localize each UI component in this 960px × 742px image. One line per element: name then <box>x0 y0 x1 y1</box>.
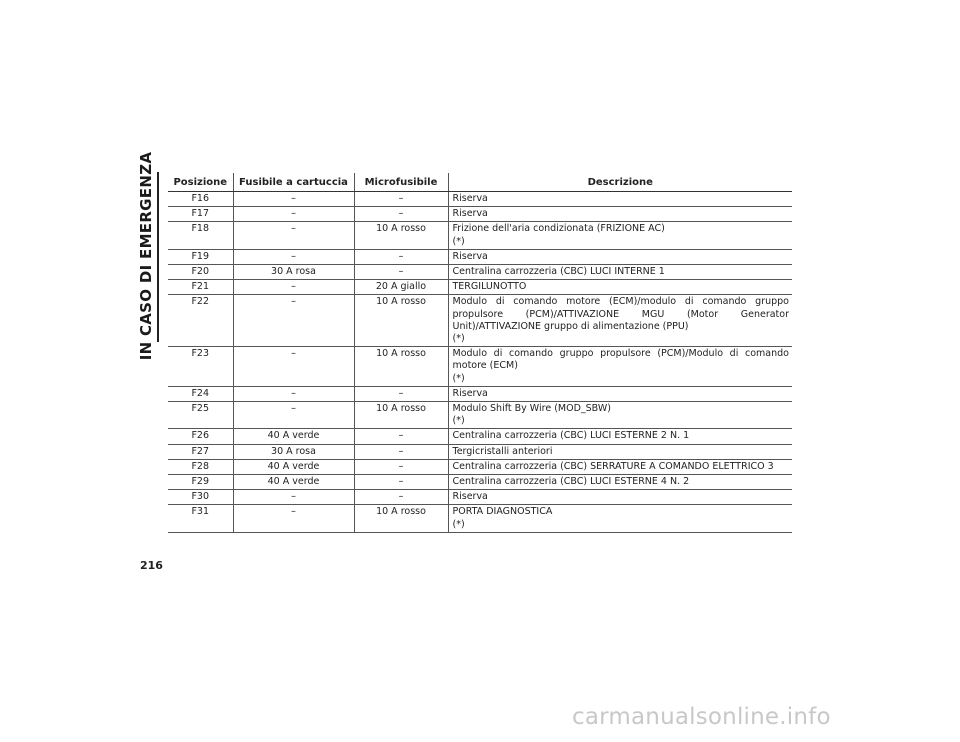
descrizione-line: Modulo di comando gruppo propulsore (PCM)/Modulo di comando motore (ECM) <box>452 348 789 372</box>
table-row <box>168 429 792 444</box>
cell-fusibile-cartuccia: – <box>233 280 354 295</box>
cell-posizione: F17 <box>168 207 233 222</box>
cell-microfusibile: – <box>354 459 448 474</box>
table-row <box>168 280 792 295</box>
section-side-title-text: IN CASO DI EMERGENZA <box>137 151 155 361</box>
cell-microfusibile: – <box>354 475 448 490</box>
table-row <box>168 249 792 264</box>
cell-descrizione <box>448 222 792 249</box>
cell-fusibile-cartuccia: – <box>233 490 354 505</box>
cell-descrizione <box>448 459 792 474</box>
descrizione-line: Riserva <box>452 250 488 262</box>
descrizione-line: Centralina carrozzeria (CBC) SERRATURE A COMANDO ELETTRICO 3 <box>452 460 774 472</box>
table-row <box>168 459 792 474</box>
cell-fusibile-cartuccia: – <box>233 347 354 387</box>
descrizione-line: Centralina carrozzeria (CBC) LUCI ESTERNE 4 N. 2 <box>452 476 690 488</box>
cell-posizione: F19 <box>168 249 233 264</box>
cell-descrizione <box>448 192 792 207</box>
cell-microfusibile: 10 A rosso <box>354 347 448 387</box>
cell-descrizione <box>448 249 792 264</box>
descrizione-line: Centralina carrozzeria (CBC) LUCI ESTERNE 2 N. 1 <box>452 430 690 442</box>
descrizione-line: Riserva <box>452 491 488 503</box>
cell-fusibile-cartuccia: – <box>233 295 354 347</box>
cell-microfusibile: – <box>354 207 448 222</box>
cell-posizione: F22 <box>168 295 233 347</box>
cell-fusibile-cartuccia: 40 A verde <box>233 475 354 490</box>
table-row <box>168 222 792 249</box>
header-descrizione: Descrizione <box>448 173 792 192</box>
cell-fusibile-cartuccia: 30 A rosa <box>233 265 354 280</box>
table-row <box>168 192 792 207</box>
fuse-table <box>168 173 792 533</box>
cell-fusibile-cartuccia: – <box>233 505 354 532</box>
watermark: carmanualsonline.info <box>572 704 831 730</box>
side-rule <box>157 172 159 342</box>
cell-descrizione <box>448 402 792 429</box>
cell-posizione: F25 <box>168 402 233 429</box>
descrizione-line: Modulo Shift By Wire (MOD_SBW) <box>452 403 611 415</box>
cell-microfusibile: – <box>354 249 448 264</box>
table-row <box>168 475 792 490</box>
cell-descrizione <box>448 444 792 459</box>
cell-descrizione <box>448 280 792 295</box>
descrizione-line: (*) <box>452 415 465 427</box>
cell-microfusibile: – <box>354 444 448 459</box>
cell-descrizione <box>448 475 792 490</box>
cell-fusibile-cartuccia: 30 A rosa <box>233 444 354 459</box>
fuse-table-header <box>168 173 792 192</box>
cell-posizione: F24 <box>168 386 233 401</box>
cell-microfusibile: 10 A rosso <box>354 402 448 429</box>
descrizione-line: Frizione dell'aria condizionata (FRIZIONE AC) <box>452 223 665 235</box>
cell-posizione: F20 <box>168 265 233 280</box>
cell-fusibile-cartuccia: 40 A verde <box>233 429 354 444</box>
cell-microfusibile: – <box>354 386 448 401</box>
table-row <box>168 347 792 387</box>
descrizione-line: Riserva <box>452 193 488 204</box>
descrizione-line: Modulo di comando motore (ECM)/modulo di comando gruppo propulsore (PCM)/ATTIVAZIONE MGU (Motor Generator Unit)/ATTIVAZIONE gruppo di alimentazione (PPU) <box>452 296 789 332</box>
cell-posizione: F21 <box>168 280 233 295</box>
descrizione-line: Tergicristalli anteriori <box>452 445 553 457</box>
table-row <box>168 444 792 459</box>
cell-descrizione <box>448 386 792 401</box>
cell-descrizione <box>448 490 792 505</box>
descrizione-line: (*) <box>452 372 465 384</box>
descrizione-line: (*) <box>452 235 465 247</box>
fuse-table-body <box>168 192 792 533</box>
descrizione-line: TERGILUNOTTO <box>452 281 527 293</box>
cell-descrizione <box>448 265 792 280</box>
header-microfusibile: Microfusibile <box>354 173 448 192</box>
cell-posizione: F31 <box>168 505 233 532</box>
cell-posizione: F26 <box>168 429 233 444</box>
cell-descrizione <box>448 505 792 532</box>
table-row <box>168 207 792 222</box>
cell-descrizione <box>448 295 792 347</box>
section-side-title <box>135 151 157 361</box>
cell-posizione: F30 <box>168 490 233 505</box>
cell-fusibile-cartuccia: – <box>233 249 354 264</box>
descrizione-line: (*) <box>452 518 465 530</box>
cell-posizione: F16 <box>168 192 233 207</box>
cell-microfusibile: – <box>354 490 448 505</box>
cell-posizione: F27 <box>168 444 233 459</box>
cell-fusibile-cartuccia: – <box>233 402 354 429</box>
cell-fusibile-cartuccia: – <box>233 207 354 222</box>
cell-descrizione <box>448 429 792 444</box>
cell-descrizione <box>448 347 792 387</box>
table-row <box>168 386 792 401</box>
cell-descrizione <box>448 207 792 222</box>
header-fusibile-cartuccia: Fusibile a cartuccia <box>233 173 354 192</box>
cell-microfusibile: 10 A rosso <box>354 222 448 249</box>
cell-posizione: F29 <box>168 475 233 490</box>
page-number: 216 <box>140 559 163 572</box>
cell-microfusibile: – <box>354 192 448 207</box>
cell-fusibile-cartuccia: – <box>233 192 354 207</box>
cell-fusibile-cartuccia: – <box>233 222 354 249</box>
table-row <box>168 505 792 532</box>
cell-microfusibile: – <box>354 429 448 444</box>
cell-posizione: F28 <box>168 459 233 474</box>
cell-microfusibile: – <box>354 265 448 280</box>
descrizione-line: (*) <box>452 333 465 345</box>
descrizione-line: Riserva <box>452 387 488 399</box>
cell-microfusibile: 10 A rosso <box>354 505 448 532</box>
descrizione-line: Riserva <box>452 208 488 220</box>
cell-posizione: F18 <box>168 222 233 249</box>
descrizione-line: PORTA DIAGNOSTICA <box>452 506 553 518</box>
descrizione-line: Centralina carrozzeria (CBC) LUCI INTERNE 1 <box>452 266 665 278</box>
table-row <box>168 490 792 505</box>
table-row <box>168 402 792 429</box>
cell-microfusibile: 20 A giallo <box>354 280 448 295</box>
header-posizione: Posizione <box>168 173 233 192</box>
cell-fusibile-cartuccia: – <box>233 386 354 401</box>
cell-microfusibile: 10 A rosso <box>354 295 448 347</box>
table-row <box>168 295 792 347</box>
cell-posizione: F23 <box>168 347 233 387</box>
table-row <box>168 265 792 280</box>
cell-fusibile-cartuccia: 40 A verde <box>233 459 354 474</box>
